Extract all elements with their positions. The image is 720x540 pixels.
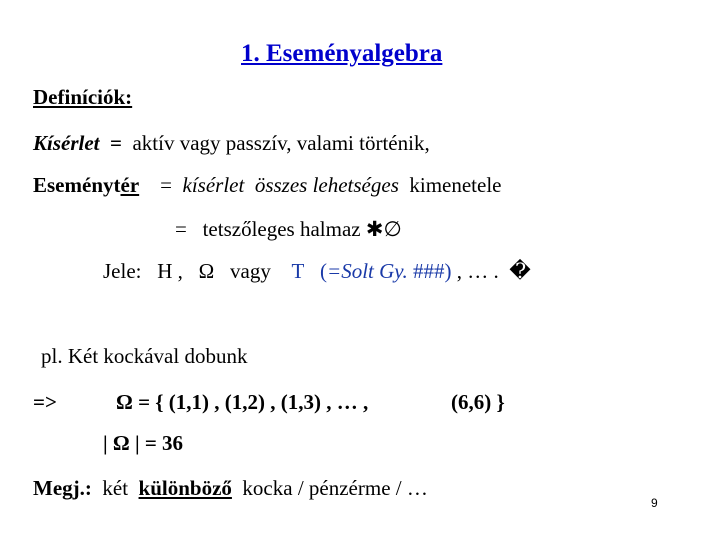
example-set-last: (6,6) } bbox=[451, 390, 505, 414]
event-space-text2: összes lehetséges bbox=[254, 173, 399, 197]
notation-hashes: ### bbox=[412, 259, 445, 283]
notation-or: vagy bbox=[230, 259, 271, 283]
event-space-text1: kísérlet bbox=[182, 173, 245, 197]
notation-paren-open: ( bbox=[320, 259, 328, 283]
note-label: Megj.: bbox=[33, 476, 92, 500]
note-text3: kocka / pénzérme / … bbox=[242, 476, 428, 500]
notation-t: T bbox=[291, 259, 305, 283]
experiment-term: Kísérlet bbox=[33, 131, 100, 155]
arbitrary-text: tetszőleges halmaz bbox=[202, 217, 361, 241]
example-set: Ω = { (1,1) , (1,2) , (1,3) , … , bbox=[116, 390, 369, 414]
arbitrary-equals: = bbox=[175, 217, 187, 241]
page-number: 9 bbox=[651, 496, 658, 510]
slide-title: 1. Eseményalgebra bbox=[241, 40, 443, 67]
notation-rest: , … . bbox=[456, 259, 499, 283]
cardinality: | Ω | = 36 bbox=[103, 431, 184, 455]
notation-h: H , bbox=[157, 259, 183, 283]
definitions-heading: Definíciók: bbox=[33, 85, 133, 109]
notation-line bbox=[103, 261, 531, 282]
event-space-term: Eseménytér bbox=[33, 173, 140, 197]
experiment-text: aktív vagy passzív, valami történik, bbox=[132, 131, 430, 155]
event-space-definition bbox=[33, 175, 502, 196]
notation-omega: Ω bbox=[198, 259, 215, 283]
notation-paren-close: ) bbox=[444, 259, 452, 283]
empty-set-icon: ∅ bbox=[383, 217, 402, 241]
note-text2: különböző bbox=[138, 476, 232, 500]
example-intro: pl. Két kockával dobunk bbox=[41, 344, 248, 368]
notation-solt: =Solt Gy. bbox=[327, 259, 408, 283]
experiment-equals: = bbox=[110, 131, 122, 155]
example-arrow: => bbox=[33, 390, 57, 414]
note-text1: két bbox=[102, 476, 129, 500]
asterisk-icon: ✱ bbox=[365, 217, 384, 241]
note-line bbox=[33, 478, 428, 499]
replacement-glyph-icon: � bbox=[509, 259, 531, 283]
notation-label: Jele: bbox=[103, 259, 142, 283]
event-space-text3: kimenetele bbox=[409, 173, 502, 197]
event-space-equals: = bbox=[160, 173, 172, 197]
arbitrary-set-definition bbox=[175, 219, 402, 240]
experiment-definition bbox=[33, 133, 430, 154]
